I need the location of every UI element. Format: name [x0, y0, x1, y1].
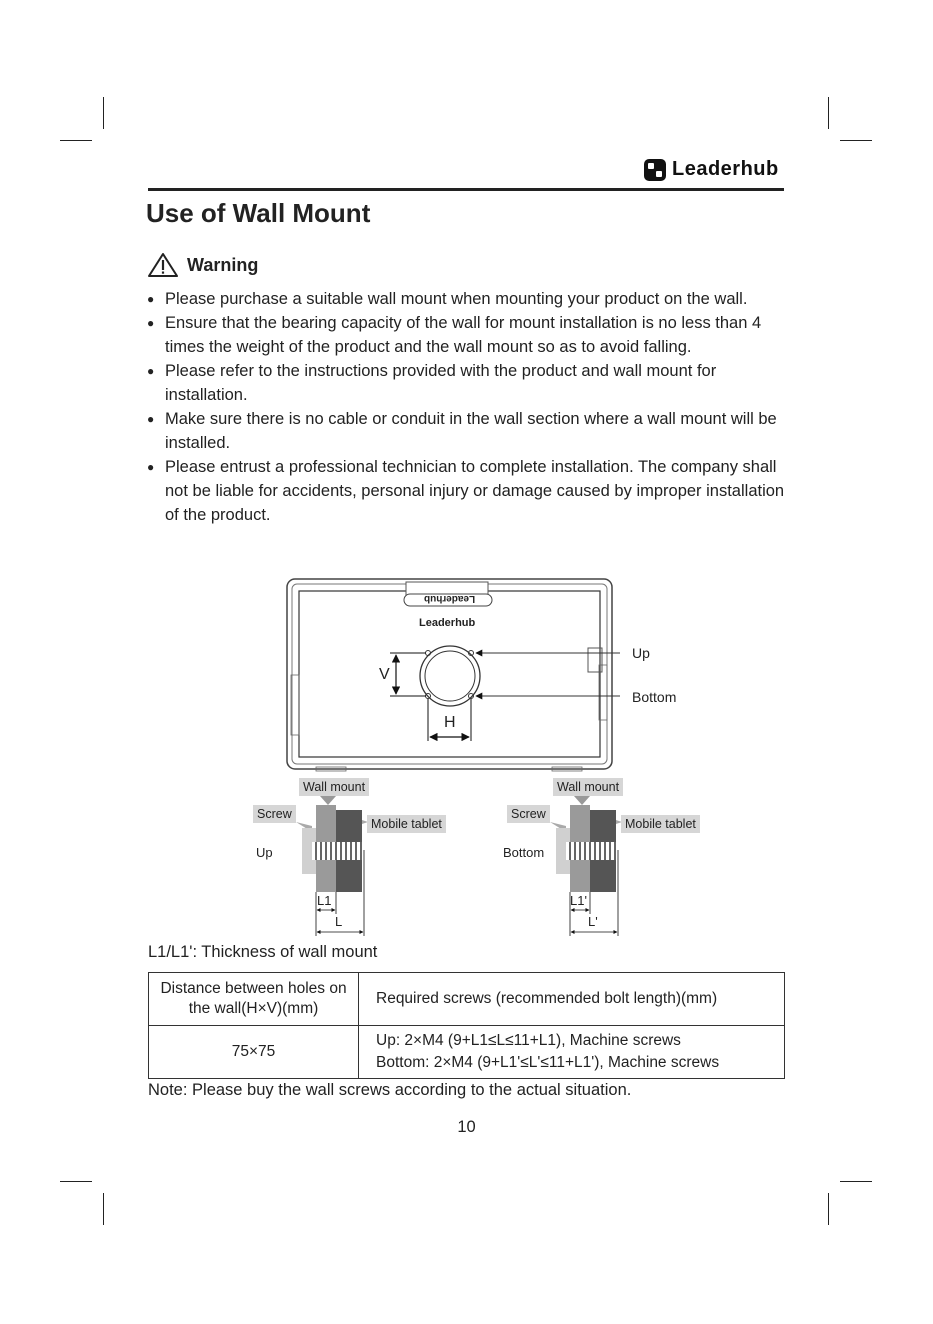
crop-mark	[840, 140, 872, 141]
table-cell-size: 75×75	[149, 1026, 359, 1079]
table-row	[149, 973, 785, 1026]
screws-bottom-line: Bottom: 2×M4 (9+L1'≤L'≤11+L1'), Machine screws	[376, 1054, 720, 1071]
list-item: ● Ensure that the bearing capacity of the wall for mount installation is no less than 4 times the weight of the product and the wall mount so as to avoid falling.	[147, 311, 787, 359]
table-header-cell: Required screws (recommended bolt length)(mm)	[359, 973, 785, 1026]
crop-mark	[103, 1193, 104, 1225]
position-bottom-label: Bottom	[503, 845, 545, 860]
tablet-rear-diagram	[280, 575, 620, 775]
list-item: ● Please entrust a professional technician to complete installation. The company shall not be liable for accidents, personal injury or damage caused by improper installation of the product.	[147, 455, 787, 527]
screw-tag: Screw	[253, 805, 296, 823]
header-divider	[148, 188, 784, 191]
crop-mark	[828, 1193, 829, 1225]
callout-bottom-label: Bottom	[632, 689, 677, 705]
brand-logo-icon	[644, 159, 666, 181]
crop-mark	[60, 140, 92, 141]
list-item: ● Please purchase a suitable wall mount when mounting your product on the wall.	[147, 287, 787, 311]
mobile-tablet-tag: Mobile tablet	[367, 815, 446, 833]
wall-mount-tag: Wall mount	[553, 778, 623, 796]
screws-up-line: Up: 2×M4 (9+L1≤L≤11+L1), Machine screws	[376, 1032, 681, 1049]
warning-label: Warning	[187, 254, 259, 275]
l1-prime-label: L1'	[570, 893, 587, 908]
tablet-brand-label: Leaderhub	[419, 617, 476, 629]
page-title: Use of Wall Mount	[146, 198, 371, 228]
note-text: Note: Please buy the wall screws according to the actual situation.	[148, 1081, 632, 1099]
table-cell-screws	[359, 1026, 785, 1079]
l-prime-label: L'	[588, 914, 598, 929]
table-header-cell: Distance between holes on the wall(H×V)(mm)	[149, 973, 359, 1026]
crop-mark	[103, 97, 104, 129]
dimension-v-label: V	[379, 666, 390, 683]
page-number: 10	[457, 1118, 476, 1136]
callout-up-label: Up	[632, 645, 650, 661]
screw-spec-table	[148, 972, 785, 1079]
mobile-tablet-tag: Mobile tablet	[621, 815, 700, 833]
position-up-label: Up	[256, 845, 273, 860]
crop-mark	[828, 97, 829, 129]
crop-mark	[60, 1181, 92, 1182]
brand-header	[644, 158, 779, 181]
tablet-brand-mirrored: Leaderhub	[424, 593, 476, 604]
dimension-h-label: H	[444, 714, 456, 731]
warning-triangle-icon	[147, 252, 179, 278]
figure-caption: L1/L1': Thickness of wall mount	[148, 943, 378, 961]
wall-mount-tag: Wall mount	[299, 778, 369, 796]
table-row	[149, 1026, 785, 1079]
l-label: L	[335, 914, 343, 929]
brand-name: Leaderhub	[672, 158, 779, 180]
warning-list	[147, 287, 787, 527]
left-mount-detail-diagram	[250, 780, 450, 940]
list-item: ● Please refer to the instructions provided with the product and wall mount for installation.	[147, 359, 787, 407]
right-mount-detail-diagram	[504, 780, 704, 940]
warning-heading	[147, 252, 258, 278]
screw-tag: Screw	[507, 805, 550, 823]
crop-mark	[840, 1181, 872, 1182]
list-item: ● Make sure there is no cable or conduit in the wall section where a wall mount will be installed.	[147, 407, 787, 455]
l1-label: L1	[317, 893, 332, 908]
